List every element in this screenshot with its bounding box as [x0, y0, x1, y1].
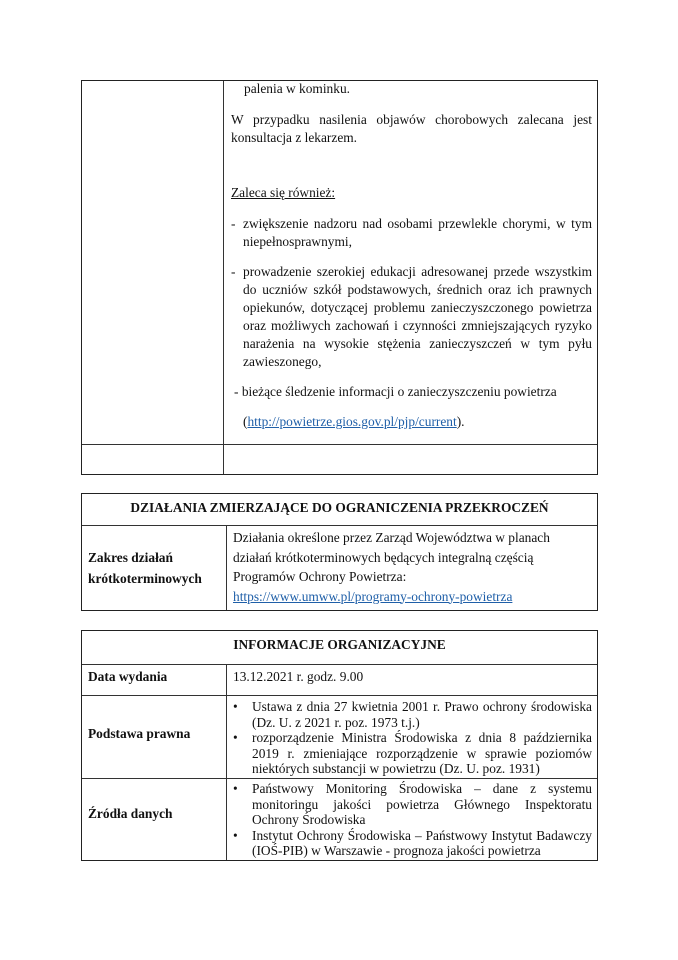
header-divider [82, 525, 597, 526]
legal-basis-label: Podstawa prawna [88, 726, 191, 741]
recommendation-item-text: zwiększenie nadzoru nad osobami przewlekle chorymi, w tym niepełnosprawnymi, [243, 216, 592, 249]
gios-link-line [243, 413, 465, 431]
recommendations-table [81, 80, 598, 475]
data-sources-list [228, 781, 592, 859]
consultation-text: W przypadku nasilenia objawów chorobowych zalecana jest konsultacja z lekarzem. [231, 112, 592, 145]
actions-table [81, 493, 598, 611]
recommendation-item [234, 383, 592, 401]
recommendation-item-text: bieżące śledzenie informacji o zanieczyszczeniu powietrza [241, 384, 557, 399]
actions-table-header: DZIAŁANIA ZMIERZAJĄCE DO OGRANICZENIA PRZEKROCZEŃ [130, 500, 549, 515]
legal-basis-list [228, 699, 592, 777]
text-line: Programów Ochrony Powietrza: [233, 569, 407, 584]
dash-marker: - [231, 216, 236, 231]
row-divider [82, 778, 597, 779]
umww-programs-link[interactable]: https://www.umww.pl/programy-ochrony-powietrza [233, 588, 513, 604]
label-line: krótkoterminowych [88, 571, 202, 586]
header-divider [82, 664, 597, 665]
dash-marker: - [234, 384, 242, 399]
short-term-actions-label [88, 547, 202, 589]
legal-basis-item: • rozporządzenie Ministra Środowiska z dnia 8 października 2019 r. zmieniające rozporządzenie w sprawie poziomów niektórych substancji w powietrzu (Dz. U. poz. 1931) [228, 730, 592, 777]
recommendation-item-text: prowadzenie szerokiej edukacji adresowanej przede wszystkim do uczniów szkół podstawowych, średnich oraz ich prawnych opiekunów, dotyczącej problemu zanieczyszczonego powietrza oraz możliwych zachowań i czynności zmniejszających ryzyko narażenia na wysokie stężenia zanieczyszczeń w tym pyłu zawieszonego, [243, 264, 592, 369]
info-table-header: INFORMACJE ORGANIZACYJNE [233, 637, 446, 652]
organizational-info-table [81, 630, 598, 861]
data-sources-label: Źródła danych [88, 806, 173, 821]
dash-marker: - [231, 264, 236, 279]
row-divider [82, 444, 597, 445]
data-source-item: • Państwowy Monitoring Środowiska – dane z systemu monitoringu jakości powietrza Głównego Inspektoratu Ochrony Środowiska [228, 781, 592, 828]
column-divider [226, 525, 227, 610]
column-divider [226, 664, 227, 860]
label-line: Zakres działań [88, 550, 173, 565]
data-source-item: • Instytut Ochrony Środowiska – Państwowy Instytut Badawczy (IOŚ-PIB) w Warszawie - prognoza jakości powietrza [228, 828, 592, 859]
short-term-actions-text [233, 528, 550, 606]
recommendation-item [231, 215, 592, 251]
legal-basis-item: • Ustawa z dnia 27 kwietnia 2001 r. Prawo ochrony środowiska (Dz. U. z 2021 r. poz. 1973 t.j.) [228, 699, 592, 730]
gios-current-link[interactable]: http://powietrze.gios.gov.pl/pjp/current [247, 414, 457, 429]
link-suffix: ). [456, 414, 465, 429]
issue-date-label: Data wydania [88, 669, 168, 684]
also-recommended-heading: Zaleca się również: [231, 185, 336, 200]
text-line: Działania określone przez Zarząd Województwa w planach [233, 530, 550, 545]
text-line: działań krótkoterminowych będących integralną częścią [233, 549, 534, 565]
column-divider [223, 81, 224, 474]
continued-text: palenia w kominku. [244, 81, 350, 96]
row-divider [82, 695, 597, 696]
issue-date-value: 13.12.2021 r. godz. 9.00 [233, 669, 364, 684]
recommendation-item [231, 263, 592, 371]
link-prefix: ( [243, 414, 248, 429]
